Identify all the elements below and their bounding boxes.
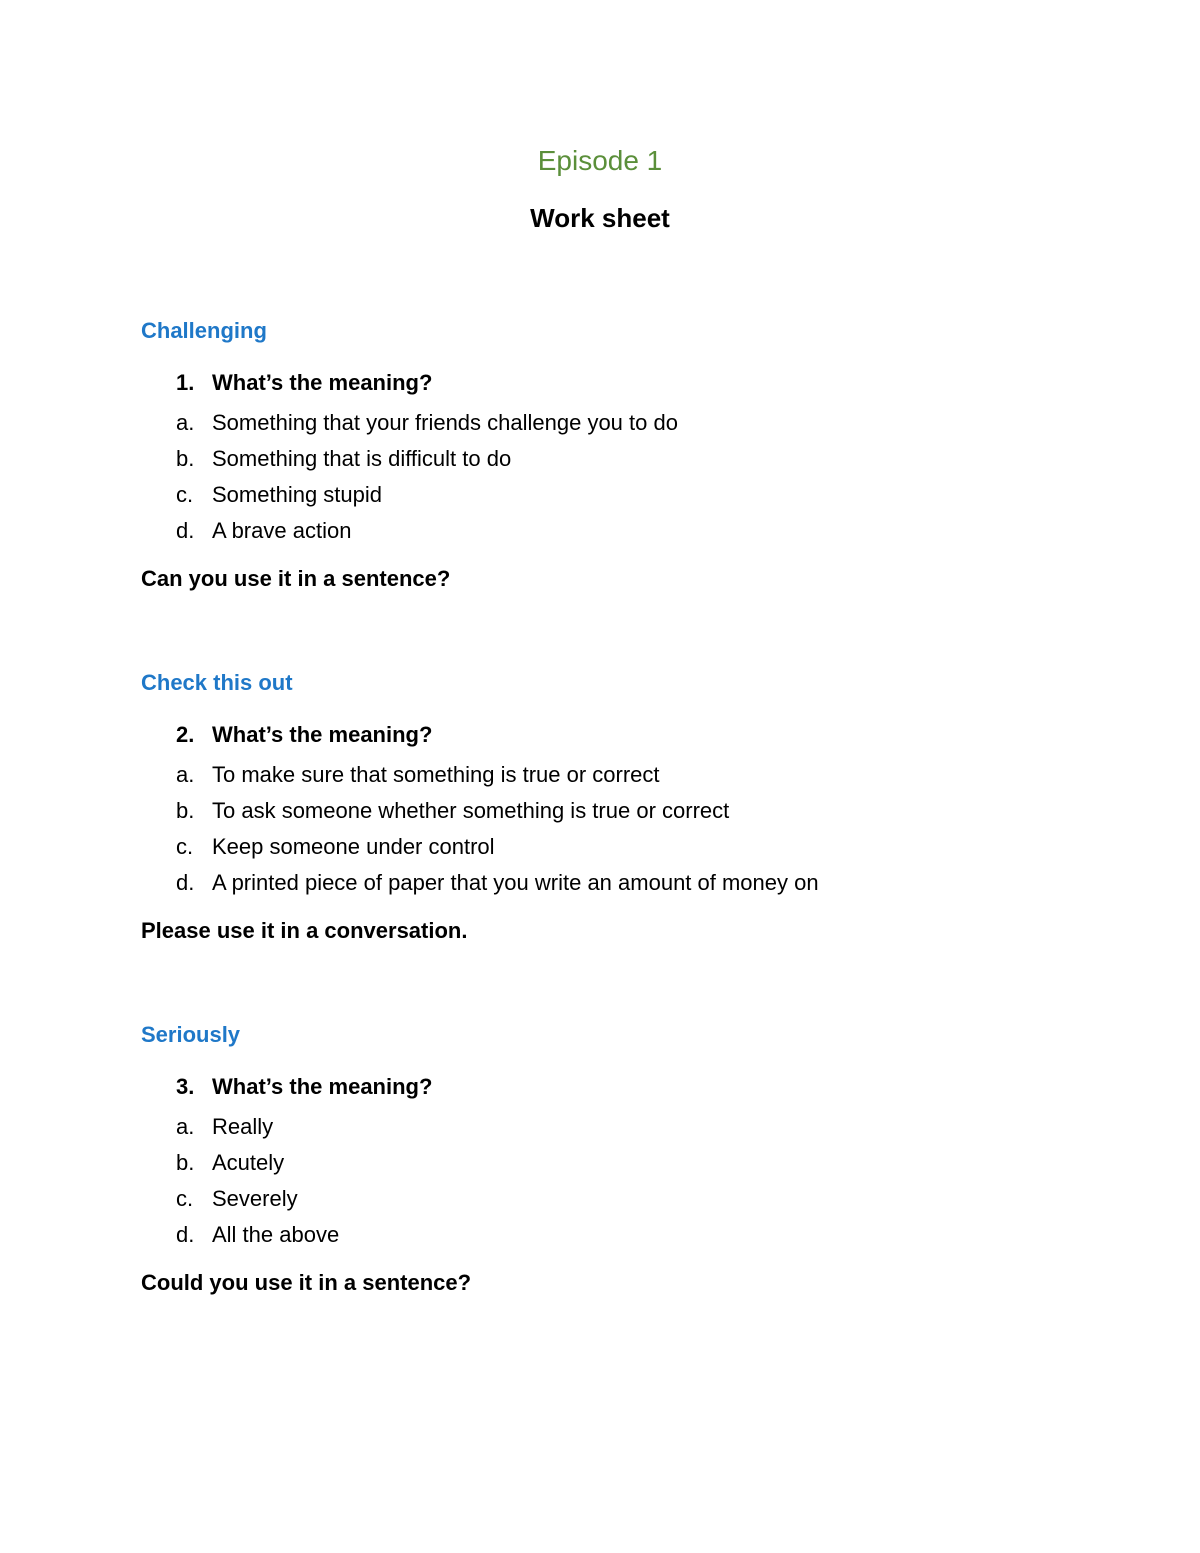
option-text: Keep someone under control xyxy=(212,834,495,859)
option-label: b. xyxy=(176,1150,195,1175)
section-check-this-out xyxy=(141,669,1101,943)
option-label: a. xyxy=(176,1114,195,1139)
question xyxy=(176,1073,432,1101)
question-number: 3. xyxy=(176,1074,195,1099)
section-seriously xyxy=(141,1021,1101,1295)
option-text: Something that your friends challenge you to do xyxy=(212,410,678,435)
question-text: What’s the meaning? xyxy=(212,370,433,395)
option-label: d. xyxy=(176,518,195,543)
option-b xyxy=(176,793,819,829)
page-subtitle: Work sheet xyxy=(530,203,670,233)
option-b xyxy=(176,1145,339,1181)
option-d xyxy=(176,1217,339,1253)
sentence-prompt: Can you use it in a sentence? xyxy=(141,566,451,591)
option-label: a. xyxy=(176,762,195,787)
section-heading: Seriously xyxy=(141,1022,241,1047)
option-d xyxy=(176,865,819,901)
option-c xyxy=(176,477,678,513)
option-a xyxy=(176,757,819,793)
option-a xyxy=(176,405,678,441)
option-label: b. xyxy=(176,798,195,823)
conversation-prompt: Please use it in a conversation. xyxy=(141,918,468,943)
option-c xyxy=(176,1181,339,1217)
question-text: What’s the meaning? xyxy=(212,722,433,747)
option-text: Acutely xyxy=(212,1150,285,1175)
option-text: To make sure that something is true or correct xyxy=(212,762,660,787)
option-label: d. xyxy=(176,1222,195,1247)
option-label: c. xyxy=(176,1186,194,1211)
option-c xyxy=(176,829,819,865)
option-text: All the above xyxy=(212,1222,340,1247)
option-label: a. xyxy=(176,410,195,435)
option-text: A brave action xyxy=(212,518,352,543)
option-b xyxy=(176,441,678,477)
option-text: To ask someone whether something is true or correct xyxy=(212,798,730,823)
question-number: 1. xyxy=(176,370,195,395)
option-text: Really xyxy=(212,1114,274,1139)
sentence-prompt: Could you use it in a sentence? xyxy=(141,1270,472,1295)
page-title: Episode 1 xyxy=(537,145,663,176)
option-text: Something stupid xyxy=(212,482,382,507)
option-label: b. xyxy=(176,446,195,471)
option-text: A printed piece of paper that you write an amount of money on xyxy=(212,870,819,895)
question-number: 2. xyxy=(176,722,195,747)
option-label: d. xyxy=(176,870,195,895)
question xyxy=(176,369,432,397)
option-a xyxy=(176,1109,339,1145)
option-d xyxy=(176,513,678,549)
section-heading: Challenging xyxy=(141,318,267,343)
question-text: What’s the meaning? xyxy=(212,1074,433,1099)
section-challenging xyxy=(141,317,1101,591)
option-label: c. xyxy=(176,834,194,859)
option-label: c. xyxy=(176,482,194,507)
question xyxy=(176,721,432,749)
section-heading: Check this out xyxy=(141,670,293,695)
options-list xyxy=(176,757,819,901)
option-text: Something that is difficult to do xyxy=(212,446,512,471)
options-list xyxy=(176,1109,339,1253)
options-list xyxy=(176,405,678,549)
option-text: Severely xyxy=(212,1186,298,1211)
